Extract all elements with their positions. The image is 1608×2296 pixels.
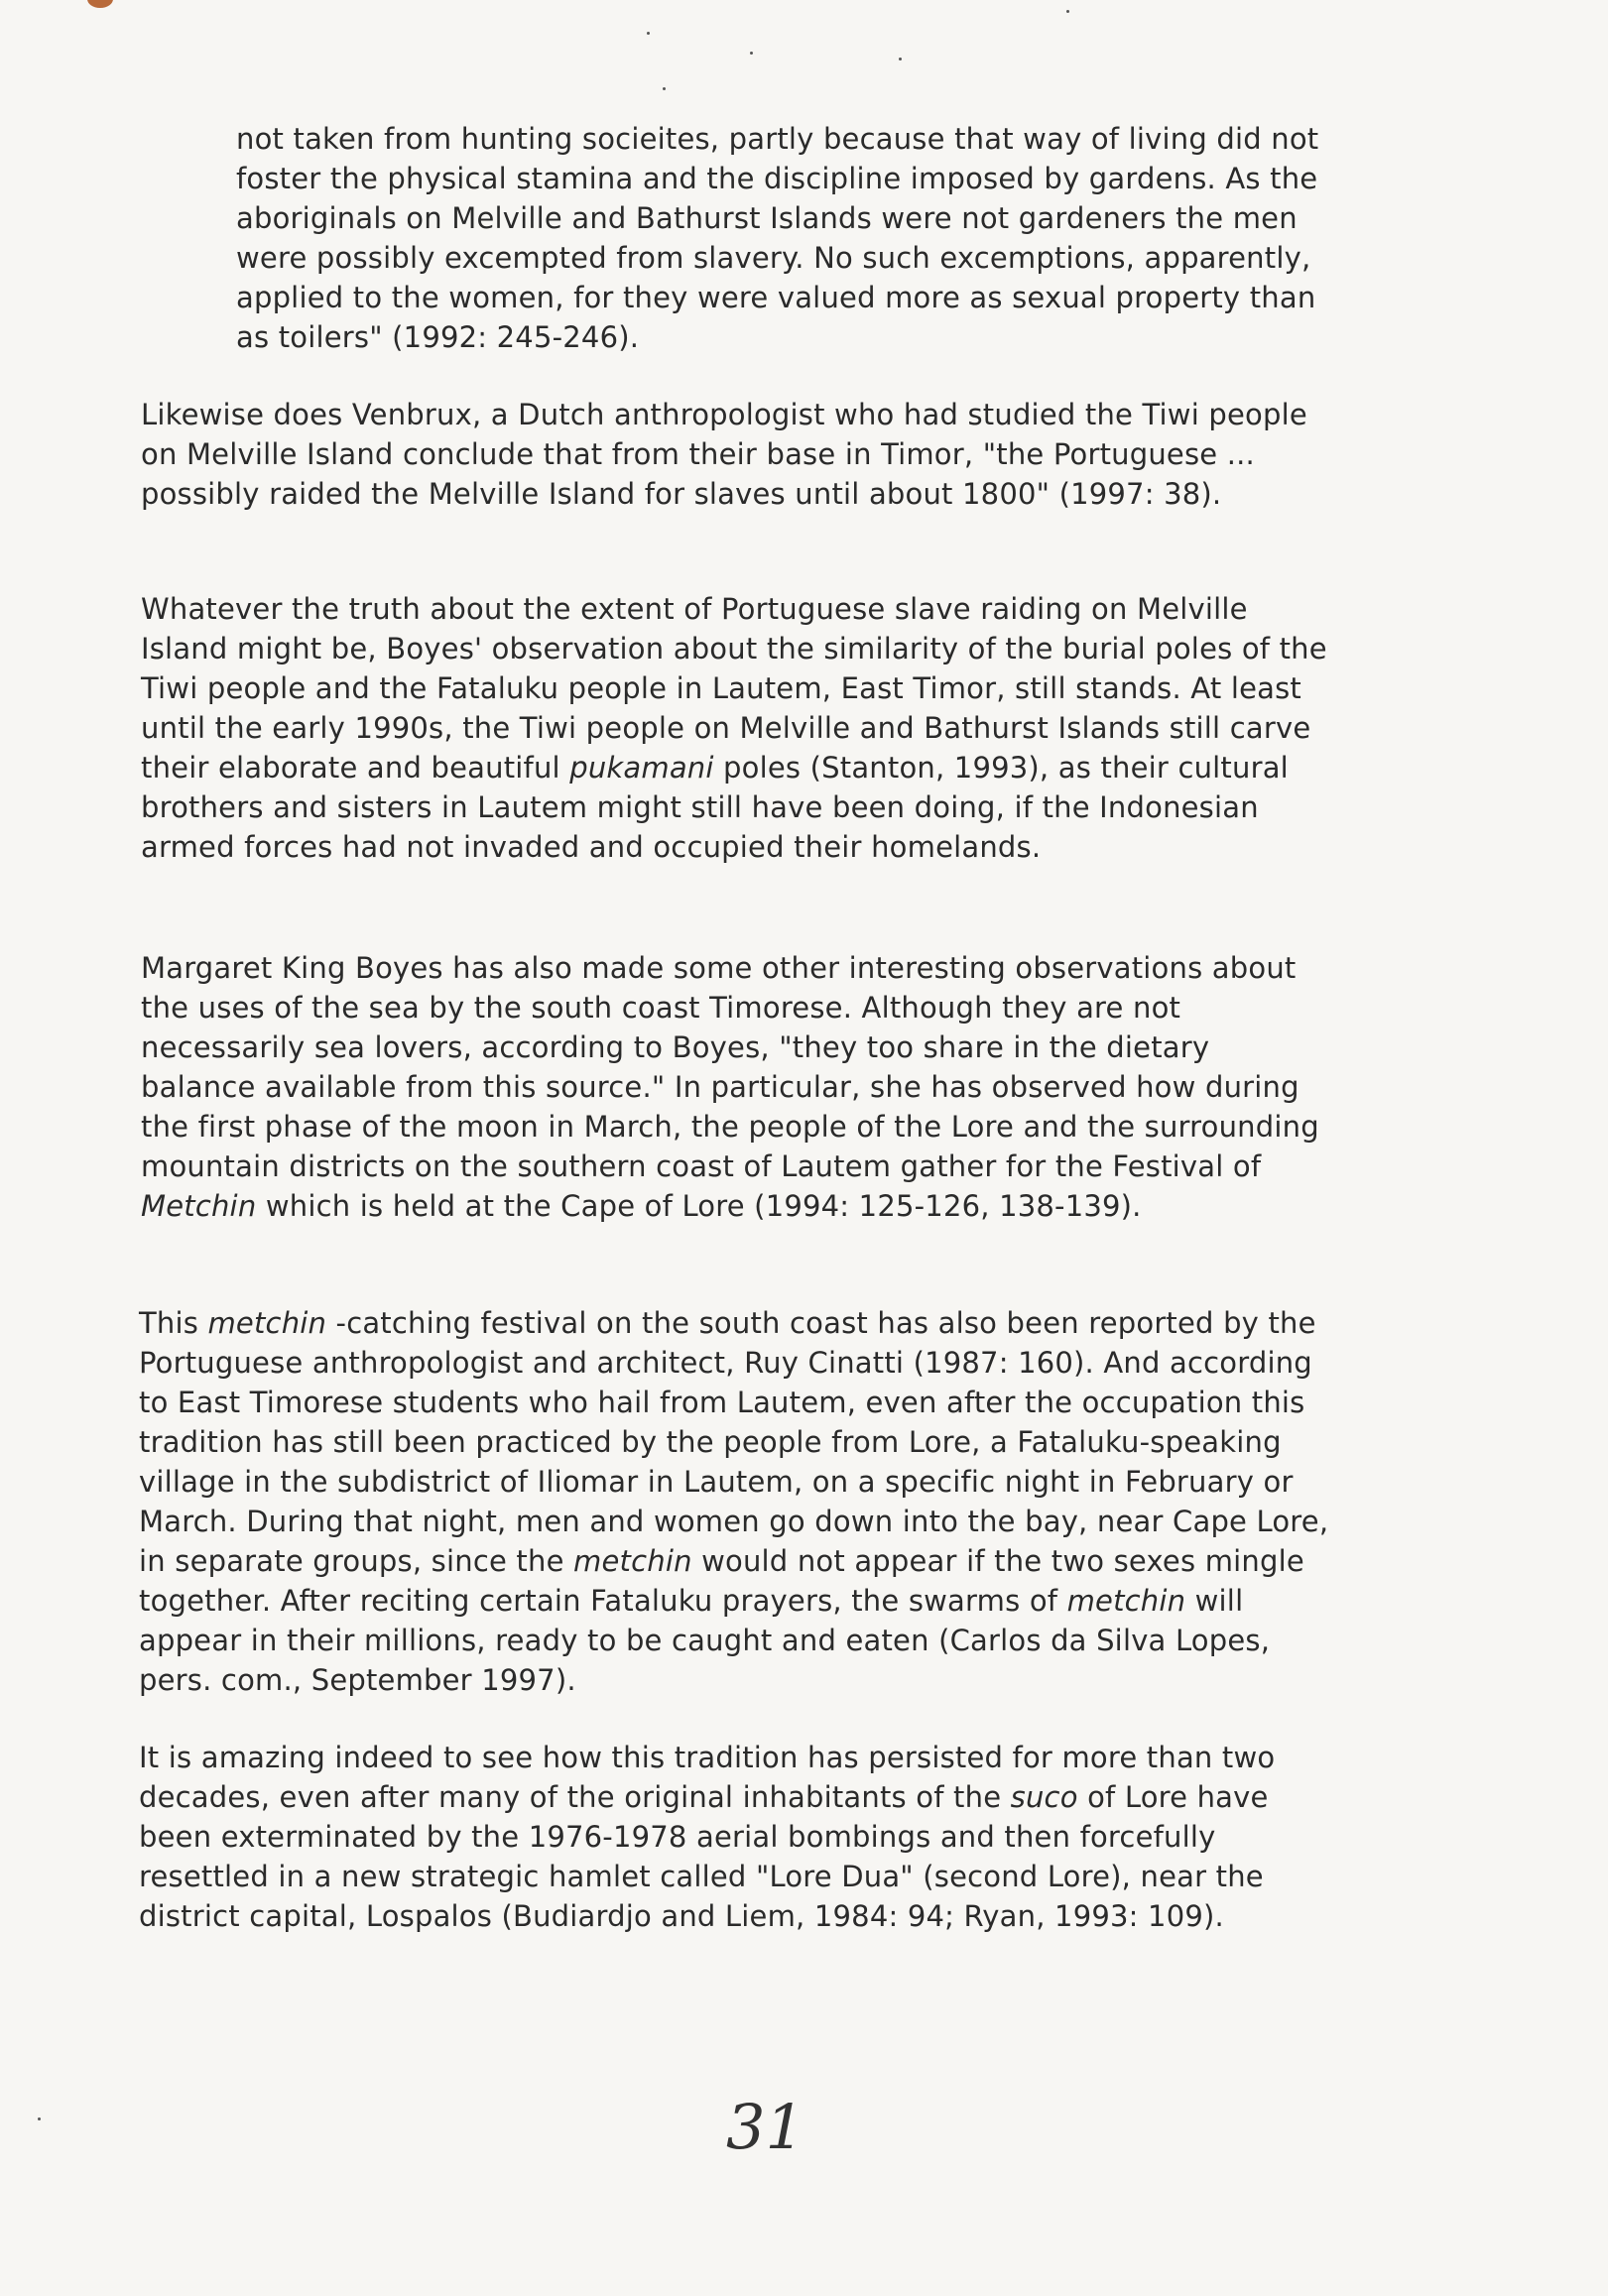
quote-text: not taken from hunting socieites, partly because that way of living did not foster the physical stamina and the discipline imposed by gardens. As the aboriginals on Melville and Bathurst Islands were not gardeners the men were possibly excempted from slavery. No such excemptions, apparently, applied to the women, for they were valued more as sexual property than as toilers" (1992: 245-246). — [236, 122, 1319, 354]
paragraph-text: of Lore have been exterminated by the 1976-1978 aerial bombings and then forcefully resettled in a new strategic hamlet called "Lore Dua" (second Lore), near the district capital, Lospalos (Budiardjo and Liem, 1984: 94; Ryan, 1993: 109). — [139, 1780, 1269, 1933]
paragraph-text: This — [139, 1306, 208, 1340]
paragraph-text: -catching festival on the south coast has also been reported by the Portuguese anthropologist and architect, Ruy Cinatti (1987: 160). And according to East Timorese students who hail from Lautem, even after the occupation this tradition has still been practiced by the people from Lore, a Fataluku-speaking village in the subdistrict of Iliomar in Lautem, on a specific night in February or March. During that night, men and women go down into the bay, near Cape Lore, in separate groups, since the — [139, 1306, 1329, 1578]
paragraph-text: Whatever the truth about the extent of Portuguese slave raiding on Melville Island might be, Boyes' observation about the similarity of the burial poles of the Tiwi people and the Fataluku people in Lautem, East Timor, still stands. At least until the early 1990s, the Tiwi people on Melville and Bathurst Islands still carve their elaborate and beautiful — [141, 592, 1327, 785]
italic-term: metchin — [573, 1544, 692, 1578]
paragraph-burial-poles — [141, 589, 1331, 867]
italic-term: metchin — [207, 1306, 327, 1340]
paragraph-text: which is held at the Cape of Lore (1994: 125-126, 138-139). — [256, 1189, 1142, 1223]
italic-term: pukamani — [569, 751, 714, 785]
italic-term: metchin — [1066, 1584, 1186, 1618]
paragraph-venbrux — [141, 395, 1331, 514]
paragraph-text: Likewise does Venbrux, a Dutch anthropologist who had studied the Tiwi people on Melville Island conclude that from their base in Timor, "the Portuguese ... possibly raided the Melville Island for slaves until about 1800" (1997: 38). — [141, 398, 1307, 511]
paragraph-text: poles (Stanton, 1993), as their cultural brothers and sisters in Lautem might still have been doing, if the Indonesian armed forces had not invaded and occupied their homelands. — [141, 751, 1289, 864]
scan-speck — [1066, 10, 1069, 13]
paragraph-metchin-festival — [139, 1303, 1339, 1700]
paragraph-tradition-persisted — [139, 1738, 1339, 1936]
block-quote — [236, 119, 1337, 357]
paragraph-text: It is amazing indeed to see how this tradition has persisted for more than two decades, even after many of the original inhabitants of the — [139, 1741, 1276, 1814]
scan-smudge — [87, 0, 113, 8]
scan-speck — [647, 32, 650, 35]
italic-term: suco — [1010, 1780, 1078, 1814]
scan-speck — [899, 58, 902, 60]
scan-speck — [750, 52, 753, 55]
paragraph-text: Margaret King Boyes has also made some other interesting observations about the uses of the sea by the south coast Timorese. Although they are not necessarily sea lovers, according to Boyes, "they too share in the dietary balance available from this source." In particular, she has observed how during the first phase of the moon in March, the people of the Lore and the surrounding mountain districts on the southern coast of Lautem gather for the Festival of — [141, 951, 1319, 1183]
scan-speck — [663, 87, 666, 90]
paragraph-text: will appear in their millions, ready to be caught and eaten (Carlos da Silva Lopes, pers. com., September 1997). — [139, 1584, 1271, 1697]
italic-term: Metchin — [141, 1189, 257, 1223]
scan-speck — [38, 2117, 41, 2120]
paragraph-text: would not appear if the two sexes mingle together. After reciting certain Fataluku prayers, the swarms of — [139, 1544, 1304, 1618]
paragraph-boyes-sea — [141, 948, 1331, 1226]
page-number: 31 — [726, 2091, 804, 2163]
